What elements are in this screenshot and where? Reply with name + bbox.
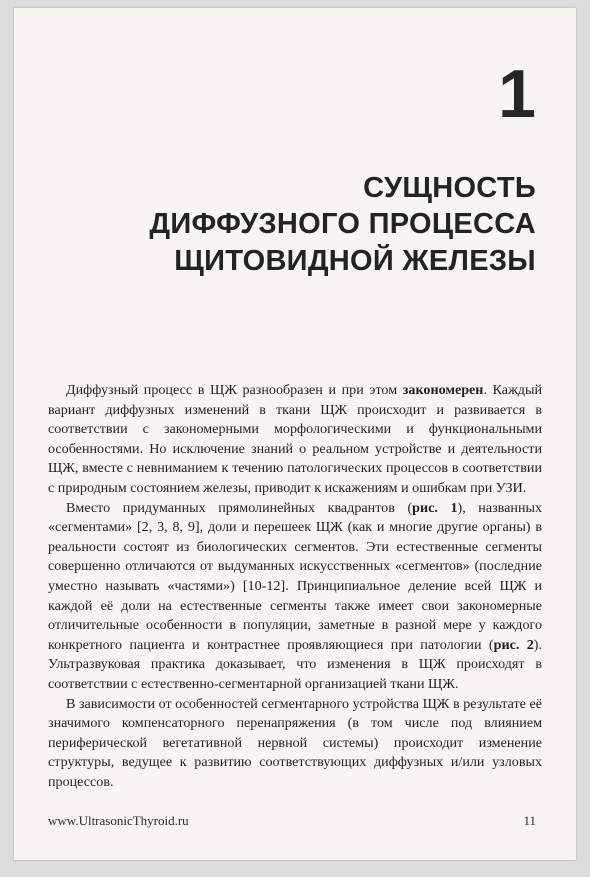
body-text — [48, 381, 542, 792]
chapter-title-line: СУЩНОСТЬ — [363, 172, 536, 204]
bold-term: закономерен — [402, 382, 484, 398]
book-page — [14, 8, 576, 860]
text-segment: ). Ультразвуковая практика доказывает, что изменения в ЩЖ происходят в соответствии с естественно-сегментарной организацией ткани ЩЖ. — [48, 636, 543, 692]
text-segment: Вместо придуманных прямолинейных квадрантов ( — [66, 499, 413, 516]
text-segment: Диффузный процесс в ЩЖ разнообразен и при этом — [66, 382, 403, 398]
figure-reference: рис. 2 — [493, 636, 534, 653]
text-segment: . Каждый вариант диффузных изменений в ткани ЩЖ происходит и развивается в соответствии с закономерными морфологическими и функциональными особенностями. Но исключение знаний о реальном устройстве и деятельности ЩЖ, вместе с невниманием к течению патологических процессов в соответствии с природным состоянием железы, приводит к искажениям и ошибкам при УЗИ. — [48, 382, 542, 496]
text-segment: ), названных «сегментами» [2, 3, 8, 9], доли и перешеек ЩЖ (как и многие другие органы) в реальности состоят из биологических сегментов. Эти естественные сегменты совершенно отличаются от выдуманных искусственных «сегментов» (последние уместно называть «частями») [10-12]. Принципиальное деление всей ЩЖ и каждой её доли на естественные сегменты также имеет свои закономерные отличительные особенности в популяции, заметные в разной мере у каждого конкретного пациента и контрастнее проявляющиеся при патологии ( — [48, 499, 543, 653]
paragraph-2 — [48, 499, 542, 695]
paragraph-3 — [48, 695, 542, 793]
chapter-title-line: ЩИТОВИДНОЙ ЖЕЛЕЗЫ — [174, 244, 536, 277]
footer-url: www.UltrasonicThyroid.ru — [48, 813, 189, 828]
text-segment: В зависимости от особенностей сегментарного устройства ЩЖ в результате её значимого компенсаторного перенапряжения (в том числе под влиянием периферической вегетативной нервной системы) происходит изменение структуры, ведущее к развитию соответствующих диффузных и/или узловых процессов. — [48, 695, 542, 790]
figure-reference: рис. 1 — [412, 499, 458, 516]
chapter-title-line: ДИФФУЗНОГО ПРОЦЕССА — [149, 208, 536, 241]
chapter-number: 1 — [498, 56, 536, 132]
page-number: 11 — [523, 813, 536, 828]
chapter-title — [149, 170, 536, 279]
paragraph-1 — [48, 381, 542, 499]
